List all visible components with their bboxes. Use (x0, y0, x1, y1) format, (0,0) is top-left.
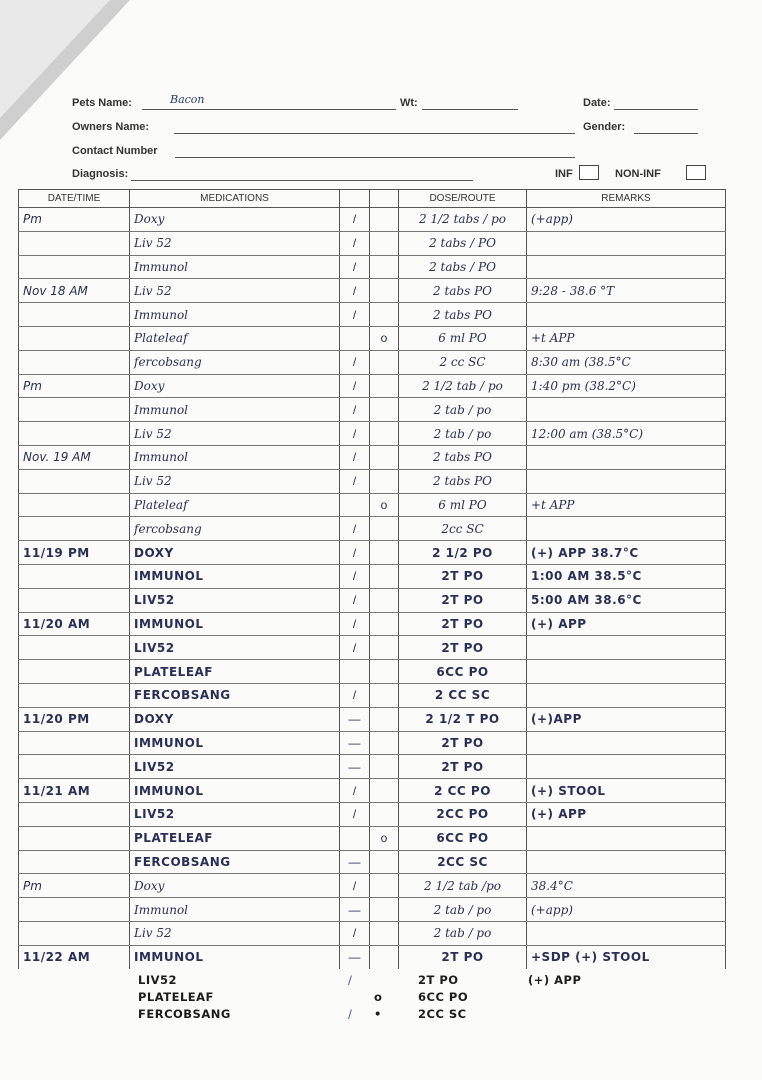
row-medication: IMMUNOL (130, 731, 340, 755)
table-row (19, 398, 726, 422)
tail-dose: 6CC PO (418, 990, 469, 1004)
row-dose: 2T PO (399, 731, 527, 755)
row-datetime (19, 755, 130, 779)
table-body (19, 208, 726, 969)
row-dose: 2CC SC (399, 850, 527, 874)
medication-table (18, 189, 726, 969)
col-header-mark (370, 190, 399, 208)
row-datetime (19, 398, 130, 422)
row-medication: DOXY (130, 541, 340, 565)
row-datetime (19, 422, 130, 446)
row-dot-mark (370, 588, 399, 612)
row-given-mark: — (340, 731, 370, 755)
row-remarks: 38.4°C (527, 874, 726, 898)
row-dose: 2 1/2 tabs / po (399, 208, 527, 232)
row-dot-mark (370, 755, 399, 779)
row-remarks (527, 231, 726, 255)
table-row (19, 898, 726, 922)
row-remarks (527, 660, 726, 684)
row-dot-mark (370, 850, 399, 874)
row-medication: Liv 52 (130, 231, 340, 255)
table-row (19, 517, 726, 541)
row-medication: Immunol (130, 445, 340, 469)
owners-name-line (174, 133, 575, 134)
row-remarks (527, 445, 726, 469)
noninf-checkbox[interactable] (686, 165, 706, 180)
row-remarks (527, 731, 726, 755)
row-datetime (19, 802, 130, 826)
row-medication: fercobsang (130, 350, 340, 374)
table-row (19, 493, 726, 517)
row-given-mark: / (340, 802, 370, 826)
tail-medication: FERCOBSANG (138, 1007, 231, 1021)
table-row (19, 469, 726, 493)
date-line (614, 109, 698, 110)
tail-remarks: (+) APP (528, 973, 582, 987)
row-datetime (19, 564, 130, 588)
table-row (19, 445, 726, 469)
tail-medication: PLATELEAF (138, 990, 214, 1004)
row-given-mark: / (340, 469, 370, 493)
row-remarks: (+app) (527, 208, 726, 232)
table-row (19, 374, 726, 398)
table-row (19, 945, 726, 968)
row-datetime (19, 826, 130, 850)
tail-dot-mark: o (374, 990, 383, 1004)
row-medication: Immunol (130, 398, 340, 422)
row-dose: 2 tabs PO (399, 303, 527, 327)
row-remarks (527, 921, 726, 945)
table-row (19, 326, 726, 350)
row-given-mark: / (340, 374, 370, 398)
table-row (19, 279, 726, 303)
row-dose: 2 tab / po (399, 398, 527, 422)
table-row (19, 303, 726, 327)
row-given-mark (340, 493, 370, 517)
row-dot-mark (370, 707, 399, 731)
row-medication: Doxy (130, 208, 340, 232)
row-given-mark: / (340, 422, 370, 446)
table-row (19, 636, 726, 660)
tail-dose: 2CC SC (418, 1007, 467, 1021)
row-given-mark: / (340, 612, 370, 636)
row-datetime (19, 731, 130, 755)
row-dot-mark (370, 303, 399, 327)
row-remarks: 1:00 AM 38.5°C (527, 564, 726, 588)
row-remarks: +t APP (527, 493, 726, 517)
table-row (19, 541, 726, 565)
row-dose: 2CC PO (399, 802, 527, 826)
table-row (19, 255, 726, 279)
contact-number-label: Contact Number (72, 145, 158, 157)
table-header-row (19, 190, 726, 208)
row-given-mark (340, 326, 370, 350)
row-dot-mark (370, 374, 399, 398)
row-datetime: 11/20 AM (19, 612, 130, 636)
row-medication: Liv 52 (130, 422, 340, 446)
table-row (19, 779, 726, 803)
row-dot-mark: o (370, 326, 399, 350)
row-dose: 2 tabs / PO (399, 255, 527, 279)
row-given-mark: / (340, 208, 370, 232)
row-dose: 6 ml PO (399, 493, 527, 517)
row-medication: PLATELEAF (130, 660, 340, 684)
row-dose: 2 tabs PO (399, 445, 527, 469)
row-medication: IMMUNOL (130, 612, 340, 636)
row-medication: Liv 52 (130, 279, 340, 303)
row-dot-mark (370, 683, 399, 707)
row-given-mark: / (340, 564, 370, 588)
row-medication: Immunol (130, 303, 340, 327)
row-remarks: (+app) (527, 898, 726, 922)
row-dose: 2cc SC (399, 517, 527, 541)
row-medication: LIV52 (130, 636, 340, 660)
row-remarks: 12:00 am (38.5°C) (527, 422, 726, 446)
inf-label: INF (555, 168, 573, 180)
row-given-mark: / (340, 350, 370, 374)
table-row (19, 731, 726, 755)
row-remarks (527, 469, 726, 493)
table-row (19, 850, 726, 874)
row-given-mark: / (340, 255, 370, 279)
row-dot-mark (370, 660, 399, 684)
row-dot-mark (370, 255, 399, 279)
row-remarks (527, 683, 726, 707)
table-row (19, 826, 726, 850)
row-datetime (19, 660, 130, 684)
row-given-mark: — (340, 850, 370, 874)
row-dose: 6CC PO (399, 826, 527, 850)
table-row (19, 350, 726, 374)
row-datetime: Nov 18 AM (19, 279, 130, 303)
row-medication: Doxy (130, 374, 340, 398)
row-dose: 2 1/2 T PO (399, 707, 527, 731)
row-dose: 6 ml PO (399, 326, 527, 350)
row-remarks: (+) APP (527, 612, 726, 636)
table-row (19, 564, 726, 588)
row-dose: 6CC PO (399, 660, 527, 684)
row-datetime: Pm (19, 874, 130, 898)
tail-dose: 2T PO (418, 973, 459, 987)
row-given-mark: / (340, 279, 370, 303)
row-remarks: (+) STOOL (527, 779, 726, 803)
row-dot-mark (370, 541, 399, 565)
row-dot-mark (370, 636, 399, 660)
col-header-dose: DOSE/ROUTE (399, 190, 527, 208)
row-given-mark: — (340, 707, 370, 731)
row-dot-mark: o (370, 826, 399, 850)
row-given-mark: / (340, 231, 370, 255)
row-datetime: 11/20 PM (19, 707, 130, 731)
row-dot-mark (370, 517, 399, 541)
row-remarks (527, 636, 726, 660)
row-dose: 2T PO (399, 755, 527, 779)
row-medication: PLATELEAF (130, 826, 340, 850)
gender-line (634, 133, 698, 134)
row-dose: 2 tabs PO (399, 279, 527, 303)
row-medication: Liv 52 (130, 921, 340, 945)
table-row (19, 921, 726, 945)
row-datetime: Nov. 19 AM (19, 445, 130, 469)
row-datetime (19, 898, 130, 922)
row-medication: LIV52 (130, 588, 340, 612)
col-header-medications: MEDICATIONS (130, 190, 340, 208)
row-remarks: +SDP (+) STOOL (527, 945, 726, 968)
row-datetime: 11/22 AM (19, 945, 130, 968)
inf-checkbox[interactable] (579, 165, 599, 180)
row-datetime (19, 517, 130, 541)
row-datetime (19, 350, 130, 374)
row-datetime: 11/19 PM (19, 541, 130, 565)
row-given-mark: / (340, 303, 370, 327)
noninf-label: NON-INF (615, 168, 661, 180)
row-datetime (19, 683, 130, 707)
row-datetime (19, 255, 130, 279)
row-dose: 2 1/2 tab / po (399, 374, 527, 398)
row-given-mark: / (340, 683, 370, 707)
row-datetime (19, 850, 130, 874)
row-medication: DOXY (130, 707, 340, 731)
table-row (19, 755, 726, 779)
row-datetime (19, 588, 130, 612)
row-medication: Liv 52 (130, 469, 340, 493)
row-datetime (19, 231, 130, 255)
row-dose: 2 1/2 PO (399, 541, 527, 565)
row-remarks: 8:30 am (38.5°C (527, 350, 726, 374)
row-dot-mark (370, 231, 399, 255)
row-given-mark: — (340, 755, 370, 779)
row-given-mark (340, 826, 370, 850)
table-row (19, 683, 726, 707)
row-remarks (527, 755, 726, 779)
tail-dot-mark: • (374, 1007, 382, 1021)
row-datetime (19, 303, 130, 327)
table-row (19, 422, 726, 446)
row-datetime (19, 326, 130, 350)
pets-name-line (142, 109, 396, 110)
row-dot-mark (370, 874, 399, 898)
row-remarks (527, 517, 726, 541)
tail-medication: LIV52 (138, 973, 178, 987)
row-remarks (527, 303, 726, 327)
row-remarks: (+)APP (527, 707, 726, 731)
pets-name-value: Bacon (170, 93, 205, 106)
table-row (19, 231, 726, 255)
row-dot-mark (370, 208, 399, 232)
tail-given-mark: / (348, 973, 353, 987)
row-dose: 2 CC PO (399, 779, 527, 803)
row-dot-mark (370, 469, 399, 493)
table-row (19, 588, 726, 612)
row-remarks: (+) APP (527, 802, 726, 826)
row-given-mark: / (340, 398, 370, 422)
table-row (19, 612, 726, 636)
row-medication: IMMUNOL (130, 945, 340, 968)
row-medication: Plateleaf (130, 493, 340, 517)
row-dose: 2T PO (399, 636, 527, 660)
row-given-mark: / (340, 541, 370, 565)
table-row (19, 208, 726, 232)
row-remarks: 5:00 AM 38.6°C (527, 588, 726, 612)
row-datetime (19, 636, 130, 660)
row-datetime: 11/21 AM (19, 779, 130, 803)
row-datetime (19, 469, 130, 493)
row-dose: 2 CC SC (399, 683, 527, 707)
row-dot-mark (370, 445, 399, 469)
table-row (19, 707, 726, 731)
row-dose: 2 tabs PO (399, 469, 527, 493)
diagnosis-label: Diagnosis: (72, 168, 129, 180)
row-given-mark: — (340, 945, 370, 968)
owners-name-label: Owners Name: (72, 121, 150, 133)
row-remarks: 1:40 pm (38.2°C) (527, 374, 726, 398)
row-medication: FERCOBSANG (130, 850, 340, 874)
row-dot-mark (370, 350, 399, 374)
row-given-mark: / (340, 874, 370, 898)
row-medication: Plateleaf (130, 326, 340, 350)
row-dose: 2T PO (399, 612, 527, 636)
row-dose: 2 cc SC (399, 350, 527, 374)
contact-number-line (175, 157, 575, 158)
row-given-mark: / (340, 636, 370, 660)
row-dose: 2 tab / po (399, 898, 527, 922)
row-dot-mark (370, 921, 399, 945)
row-remarks (527, 255, 726, 279)
wt-label: Wt: (400, 97, 418, 109)
row-dose: 2T PO (399, 564, 527, 588)
row-dose: 2T PO (399, 945, 527, 968)
row-dot-mark (370, 779, 399, 803)
row-dot-mark (370, 731, 399, 755)
row-remarks: 9:28 - 38.6 °T (527, 279, 726, 303)
row-given-mark: / (340, 445, 370, 469)
row-remarks: +t APP (527, 326, 726, 350)
row-remarks (527, 398, 726, 422)
table-row (19, 660, 726, 684)
date-label: Date: (583, 97, 611, 109)
row-dot-mark (370, 564, 399, 588)
table-row (19, 802, 726, 826)
col-header-check (340, 190, 370, 208)
col-header-remarks: REMARKS (527, 190, 726, 208)
row-dot-mark (370, 945, 399, 968)
row-given-mark: — (340, 898, 370, 922)
row-medication: IMMUNOL (130, 564, 340, 588)
row-dose: 2 tabs / PO (399, 231, 527, 255)
row-dot-mark (370, 612, 399, 636)
col-header-datetime: DATE/TIME (19, 190, 130, 208)
row-dose: 2 1/2 tab /po (399, 874, 527, 898)
row-datetime: Pm (19, 374, 130, 398)
diagnosis-line (131, 180, 473, 181)
row-datetime: Pm (19, 208, 130, 232)
row-datetime (19, 921, 130, 945)
row-dose: 2 tab / po (399, 422, 527, 446)
row-dot-mark: o (370, 493, 399, 517)
row-given-mark (340, 660, 370, 684)
row-medication: Doxy (130, 874, 340, 898)
gender-label: Gender: (583, 121, 626, 133)
row-medication: LIV52 (130, 802, 340, 826)
row-medication: Immunol (130, 898, 340, 922)
row-medication: FERCOBSANG (130, 683, 340, 707)
row-dose: 2 tab / po (399, 921, 527, 945)
row-dose: 2T PO (399, 588, 527, 612)
row-remarks (527, 826, 726, 850)
row-medication: IMMUNOL (130, 779, 340, 803)
pets-name-label: Pets Name: (72, 97, 132, 109)
tail-given-mark: / (348, 1007, 353, 1021)
row-given-mark: / (340, 779, 370, 803)
row-dot-mark (370, 279, 399, 303)
row-dot-mark (370, 802, 399, 826)
row-given-mark: / (340, 588, 370, 612)
row-dot-mark (370, 898, 399, 922)
row-given-mark: / (340, 921, 370, 945)
row-medication: Immunol (130, 255, 340, 279)
row-dot-mark (370, 422, 399, 446)
row-remarks (527, 850, 726, 874)
row-datetime (19, 493, 130, 517)
row-dot-mark (370, 398, 399, 422)
row-given-mark: / (340, 517, 370, 541)
table-row (19, 874, 726, 898)
wt-line (422, 109, 518, 110)
row-remarks: (+) APP 38.7°C (527, 541, 726, 565)
row-medication: fercobsang (130, 517, 340, 541)
row-medication: LIV52 (130, 755, 340, 779)
